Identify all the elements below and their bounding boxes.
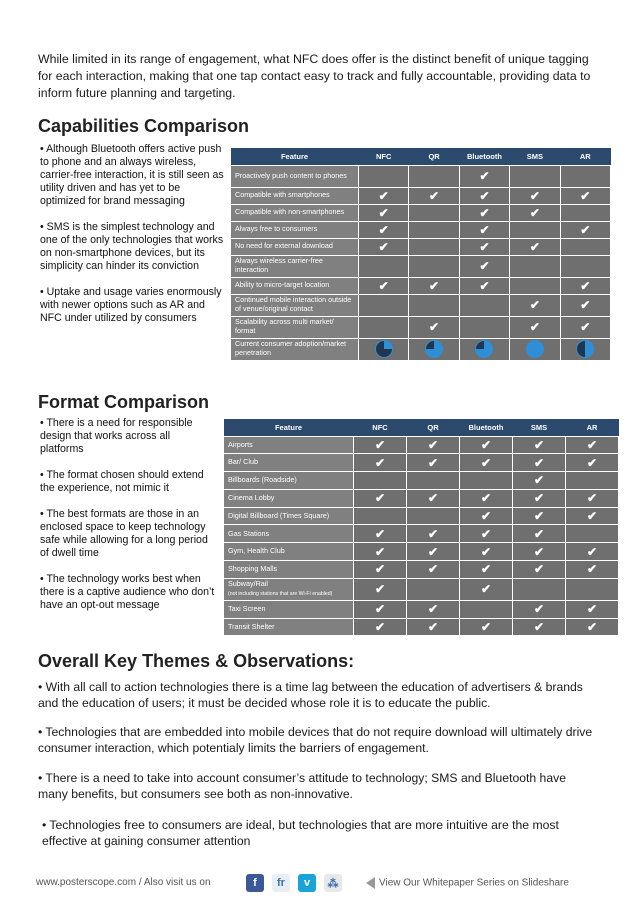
- support-cell: [460, 525, 513, 543]
- check-icon: ✔: [427, 544, 439, 559]
- support-cell: [354, 578, 407, 600]
- feature-label: Transit Shelter: [228, 621, 275, 631]
- support-cell: [409, 204, 459, 221]
- capabilities-title: Capabilities Comparison: [38, 116, 250, 136]
- support-cell: [566, 543, 619, 561]
- support-cell: [513, 618, 566, 636]
- column-header: Feature: [231, 148, 359, 165]
- check-icon: ✔: [533, 602, 545, 617]
- support-cell: [566, 525, 619, 543]
- check-icon: ✔: [586, 602, 598, 617]
- support-cell: [459, 187, 509, 204]
- support-cell: [359, 204, 409, 221]
- feature-note: (not including stations that are Wi-Fi enabled): [228, 590, 333, 597]
- format-bullets: [40, 417, 216, 625]
- column-header: Feature: [224, 419, 354, 436]
- table-row: [231, 294, 611, 316]
- feature-cell: Current consumer adoption/market penetration: [231, 338, 359, 360]
- support-cell: [513, 436, 566, 454]
- feature-cell: [224, 543, 354, 561]
- check-icon: ✔: [533, 473, 545, 488]
- column-header: AR: [560, 148, 610, 165]
- support-cell: [407, 436, 460, 454]
- table-row: [231, 221, 611, 238]
- column-header: AR: [566, 419, 619, 436]
- theme-item: • There is a need to take into account consumer’s attitude to technology; SMS and Bluetooth have many benefits, but consumers see both as non-innovative.: [38, 771, 566, 802]
- support-cell: [510, 277, 560, 294]
- support-cell: [460, 543, 513, 561]
- theme-item: • Technologies that are embedded into mobile devices that do not require download will ultimately drive consumer interaction, which potentialy limits the barriers of engagement.: [38, 725, 593, 756]
- check-icon: ✔: [580, 188, 591, 203]
- feature-cell: [224, 525, 354, 543]
- check-icon: ✔: [374, 455, 386, 470]
- adoption-cell: [459, 338, 509, 360]
- check-icon: ✔: [480, 562, 492, 577]
- support-cell: [566, 507, 619, 525]
- check-icon: ✔: [533, 562, 545, 577]
- check-icon: ✔: [479, 259, 490, 273]
- check-icon: ✔: [586, 562, 598, 577]
- support-cell: [354, 489, 407, 507]
- support-cell: [359, 221, 409, 238]
- support-cell: [354, 600, 407, 618]
- check-icon: ✔: [378, 188, 389, 203]
- feature-label: Billboards (Roadside): [228, 475, 297, 485]
- check-icon: ✔: [586, 491, 598, 506]
- check-icon: ✔: [374, 544, 386, 559]
- check-icon: ✔: [480, 491, 492, 506]
- column-header: Bluetooth: [459, 148, 509, 165]
- support-cell: [409, 238, 459, 255]
- table-row: [224, 525, 619, 543]
- check-icon: ✔: [374, 526, 386, 541]
- check-icon: ✔: [427, 437, 439, 452]
- check-icon: ✔: [533, 437, 545, 452]
- check-icon: ✔: [427, 491, 439, 506]
- adoption-pie: [375, 340, 393, 358]
- check-icon: ✔: [580, 320, 591, 334]
- feature-label: Compatible with smartphones: [235, 190, 330, 200]
- support-cell: [459, 294, 509, 316]
- check-icon: ✔: [427, 455, 439, 470]
- support-cell: [460, 472, 513, 490]
- support-cell: [460, 454, 513, 472]
- feature-label: Always wireless carrier-free interaction: [235, 256, 323, 274]
- support-cell: [566, 454, 619, 472]
- themes-title: Overall Key Themes & Observations:: [38, 651, 355, 671]
- table-row: [231, 277, 611, 294]
- check-icon: ✔: [427, 526, 439, 541]
- support-cell: [354, 436, 407, 454]
- intro-paragraph: While limited in its range of engagement, what NFC does offer is the distinct benefit of unique tagging for each interaction, making that one tap contact easy to track and fully accountable, providing data to inform future planning and targeting.: [38, 52, 591, 101]
- feature-label: Digital Billboard (Times Square): [228, 510, 330, 520]
- support-cell: [354, 454, 407, 472]
- feature-cell: [224, 618, 354, 636]
- support-cell: [560, 255, 610, 277]
- support-cell: [359, 165, 409, 187]
- check-icon: ✔: [480, 582, 492, 597]
- column-header: NFC: [359, 148, 409, 165]
- capabilities-bullet: • SMS is the simplest technology and one of the only technologies that works on non-smartphone devices, but its simplicity can hinder its conviction: [40, 221, 224, 272]
- social-links: [246, 874, 342, 892]
- check-icon: ✔: [374, 620, 386, 635]
- support-cell: [510, 221, 560, 238]
- check-icon: ✔: [580, 278, 591, 293]
- feature-cell: [231, 294, 359, 316]
- check-icon: ✔: [586, 455, 598, 470]
- table-row: [224, 618, 619, 636]
- support-cell: [407, 618, 460, 636]
- support-cell: [407, 525, 460, 543]
- adoption-cell: [510, 338, 560, 360]
- check-icon: ✔: [480, 526, 492, 541]
- feature-cell: [224, 489, 354, 507]
- friendfeed-icon[interactable]: fr: [272, 874, 290, 892]
- support-cell: [566, 561, 619, 579]
- feature-label: Gas Stations: [228, 528, 270, 538]
- check-icon: ✔: [533, 491, 545, 506]
- feature-label: Shopping Malls: [228, 564, 278, 574]
- check-icon: ✔: [427, 620, 439, 635]
- support-cell: [359, 187, 409, 204]
- support-cell: [560, 187, 610, 204]
- support-cell: [409, 255, 459, 277]
- support-cell: [409, 165, 459, 187]
- feature-cell: [224, 454, 354, 472]
- table-row: [224, 600, 619, 618]
- check-icon: ✔: [479, 205, 490, 220]
- column-header: SMS: [513, 419, 566, 436]
- support-cell: [510, 165, 560, 187]
- column-header: QR: [407, 419, 460, 436]
- check-icon: ✔: [429, 320, 440, 334]
- support-cell: [513, 525, 566, 543]
- support-cell: [460, 507, 513, 525]
- check-icon: ✔: [378, 278, 389, 293]
- table-row: [224, 472, 619, 490]
- check-icon: ✔: [580, 222, 591, 237]
- adoption-cell: [409, 338, 459, 360]
- website-link[interactable]: www.posterscope.com / Also visit us on: [36, 877, 211, 888]
- format-bullet: • The technology works best when there is a captive audience who don’t have an opt-out message: [40, 573, 215, 611]
- support-cell: [510, 238, 560, 255]
- support-cell: [513, 472, 566, 490]
- format-bullet: • There is a need for responsible design that works across all platforms: [40, 417, 193, 455]
- support-cell: [566, 578, 619, 600]
- feature-label: Compatible with non-smartphones: [235, 207, 345, 217]
- support-cell: [560, 277, 610, 294]
- support-cell: [407, 454, 460, 472]
- support-cell: [354, 543, 407, 561]
- support-cell: [560, 316, 610, 338]
- support-cell: [510, 316, 560, 338]
- support-cell: [560, 221, 610, 238]
- check-icon: ✔: [533, 455, 545, 470]
- table-row: [231, 187, 611, 204]
- capabilities-bullets: [40, 143, 226, 338]
- support-cell: [560, 204, 610, 221]
- support-cell: [407, 543, 460, 561]
- support-cell: [407, 489, 460, 507]
- support-cell: [513, 489, 566, 507]
- support-cell: [510, 187, 560, 204]
- check-icon: ✔: [480, 437, 492, 452]
- back-arrow-icon: [366, 877, 375, 889]
- format-bullet: • The best formats are those in an enclosed space to keep technology safe while allowing for a long period of dwell time: [40, 508, 208, 559]
- support-cell: [459, 221, 509, 238]
- feature-cell: [231, 238, 359, 255]
- check-icon: ✔: [533, 509, 545, 524]
- feature-cell: [231, 204, 359, 221]
- support-cell: [513, 543, 566, 561]
- facebook-icon[interactable]: f: [246, 874, 264, 892]
- table-row: [231, 316, 611, 338]
- check-icon: ✔: [529, 239, 540, 254]
- check-icon: ✔: [479, 188, 490, 203]
- support-cell: [566, 489, 619, 507]
- support-cell: [409, 221, 459, 238]
- capabilities-bullet: • Although Bluetooth offers active push to phone and an always wireless, carrier-free interaction, it is still seen as utility driven and has yet to be optimized for brand messaging: [40, 143, 224, 207]
- check-icon: ✔: [378, 222, 389, 237]
- support-cell: [354, 472, 407, 490]
- table-row: [224, 561, 619, 579]
- table-row: [224, 489, 619, 507]
- table-row: [224, 507, 619, 525]
- feature-cell: [231, 165, 359, 187]
- support-cell: [354, 507, 407, 525]
- support-cell: [409, 294, 459, 316]
- support-cell: [560, 294, 610, 316]
- format-header-row: [224, 419, 619, 436]
- adoption-cell: [359, 338, 409, 360]
- column-header: NFC: [354, 419, 407, 436]
- check-icon: ✔: [374, 562, 386, 577]
- table-row: [224, 578, 619, 600]
- capabilities-header-row: [231, 148, 611, 165]
- support-cell: [513, 600, 566, 618]
- support-cell: [566, 618, 619, 636]
- format-title: Format Comparison: [38, 392, 210, 412]
- check-icon: ✔: [580, 298, 591, 312]
- check-icon: ✔: [479, 169, 490, 183]
- check-icon: ✔: [479, 239, 490, 254]
- feature-label: Scalability across multi market/ format: [235, 317, 334, 335]
- format-table: [223, 419, 619, 636]
- support-cell: [460, 436, 513, 454]
- support-cell: [354, 618, 407, 636]
- support-cell: [459, 204, 509, 221]
- feature-cell: [224, 561, 354, 579]
- support-cell: [459, 238, 509, 255]
- check-icon: ✔: [529, 320, 540, 334]
- check-icon: ✔: [533, 544, 545, 559]
- check-icon: ✔: [480, 509, 492, 524]
- check-icon: ✔: [378, 239, 389, 254]
- table-row: [231, 255, 611, 277]
- feature-cell: [231, 221, 359, 238]
- feature-cell: [231, 316, 359, 338]
- support-cell: [513, 561, 566, 579]
- adoption-pie: [526, 340, 544, 358]
- support-cell: [409, 187, 459, 204]
- feature-cell: [231, 187, 359, 204]
- table-row: [231, 238, 611, 255]
- support-cell: [510, 255, 560, 277]
- support-cell: [460, 578, 513, 600]
- support-cell: [566, 600, 619, 618]
- column-header: SMS: [510, 148, 560, 165]
- feature-label: Taxi Screen: [228, 603, 266, 613]
- support-cell: [354, 525, 407, 543]
- support-cell: [560, 165, 610, 187]
- feature-label: Airports: [228, 439, 253, 449]
- support-cell: [359, 316, 409, 338]
- support-cell: [354, 561, 407, 579]
- slideshare-label: View Our Whitepaper Series on Slideshare: [379, 877, 569, 889]
- table-row: [224, 436, 619, 454]
- feature-label: Gym, Health Club: [228, 546, 285, 556]
- support-cell: [359, 255, 409, 277]
- feature-label: Continued mobile interaction outside of venue/original contact: [235, 295, 352, 313]
- adoption-pie: [576, 340, 594, 358]
- feature-cell: [231, 277, 359, 294]
- feature-label: No need for external download: [235, 241, 333, 251]
- support-cell: [566, 472, 619, 490]
- check-icon: ✔: [586, 544, 598, 559]
- check-icon: ✔: [374, 437, 386, 452]
- table-row: [224, 543, 619, 561]
- adoption-cell: [560, 338, 610, 360]
- check-icon: ✔: [374, 491, 386, 506]
- support-cell: [566, 436, 619, 454]
- check-icon: ✔: [427, 562, 439, 577]
- check-icon: ✔: [374, 582, 386, 597]
- support-cell: [407, 472, 460, 490]
- delicious-icon[interactable]: ⁂: [324, 874, 342, 892]
- support-cell: [359, 294, 409, 316]
- column-header: Bluetooth: [460, 419, 513, 436]
- feature-label: Cinema Lobby: [228, 492, 275, 502]
- feature-label: Ability to micro-target location: [235, 280, 330, 290]
- adoption-row: [231, 338, 611, 360]
- feature-label: Bar/ Club: [228, 457, 258, 467]
- adoption-pie: [475, 340, 493, 358]
- theme-item: • Technologies free to consumers are ideal, but technologies that are more intuitive are the most effective at gaining consumer attention: [42, 818, 559, 849]
- check-icon: ✔: [586, 437, 598, 452]
- table-row: [224, 454, 619, 472]
- capabilities-bullet: • Uptake and usage varies enormously with newer options such as AR and NFC under utilized by consumers: [40, 286, 222, 324]
- support-cell: [459, 165, 509, 187]
- feature-label: Subway/Rail: [228, 579, 268, 589]
- capabilities-table: [230, 148, 611, 361]
- feature-cell: [224, 600, 354, 618]
- check-icon: ✔: [479, 278, 490, 293]
- support-cell: [510, 204, 560, 221]
- feature-cell: [224, 507, 354, 525]
- check-icon: ✔: [586, 509, 598, 524]
- format-bullet: • The format chosen should extend the experience, not mimic it: [40, 469, 204, 494]
- adoption-pie: [425, 340, 443, 358]
- check-icon: ✔: [529, 298, 540, 312]
- check-icon: ✔: [480, 455, 492, 470]
- support-cell: [510, 294, 560, 316]
- check-icon: ✔: [479, 222, 490, 237]
- check-icon: ✔: [529, 188, 540, 203]
- check-icon: ✔: [533, 526, 545, 541]
- check-icon: ✔: [533, 620, 545, 635]
- support-cell: [459, 277, 509, 294]
- support-cell: [560, 238, 610, 255]
- check-icon: ✔: [529, 205, 540, 220]
- support-cell: [460, 489, 513, 507]
- support-cell: [407, 561, 460, 579]
- vimeo-icon[interactable]: v: [298, 874, 316, 892]
- feature-label: Proactively push content to phones: [235, 170, 347, 180]
- support-cell: [513, 454, 566, 472]
- check-icon: ✔: [427, 602, 439, 617]
- feature-cell: [224, 436, 354, 454]
- support-cell: [459, 255, 509, 277]
- check-icon: ✔: [480, 620, 492, 635]
- support-cell: [359, 277, 409, 294]
- check-icon: ✔: [429, 278, 440, 293]
- support-cell: [459, 316, 509, 338]
- check-icon: ✔: [429, 188, 440, 203]
- support-cell: [407, 507, 460, 525]
- support-cell: [513, 507, 566, 525]
- table-row: [231, 204, 611, 221]
- feature-cell: [231, 255, 359, 277]
- feature-cell: [224, 472, 354, 490]
- feature-label: Always free to consumers: [235, 224, 318, 234]
- support-cell: [460, 561, 513, 579]
- feature-cell: [224, 578, 354, 600]
- support-cell: [407, 578, 460, 600]
- table-row: [231, 165, 611, 187]
- check-icon: ✔: [586, 620, 598, 635]
- support-cell: [359, 238, 409, 255]
- theme-item: • With all call to action technologies there is a time lag between the education of advertisers & brands and the education of users; it must be decided whose role it is to educate the public.: [38, 680, 583, 711]
- check-icon: ✔: [480, 544, 492, 559]
- check-icon: ✔: [378, 205, 389, 220]
- support-cell: [460, 618, 513, 636]
- support-cell: [407, 600, 460, 618]
- check-icon: ✔: [374, 602, 386, 617]
- footer: [36, 876, 611, 892]
- support-cell: [513, 578, 566, 600]
- support-cell: [409, 277, 459, 294]
- slideshare-link[interactable]: [366, 877, 569, 889]
- support-cell: [409, 316, 459, 338]
- support-cell: [460, 600, 513, 618]
- column-header: QR: [409, 148, 459, 165]
